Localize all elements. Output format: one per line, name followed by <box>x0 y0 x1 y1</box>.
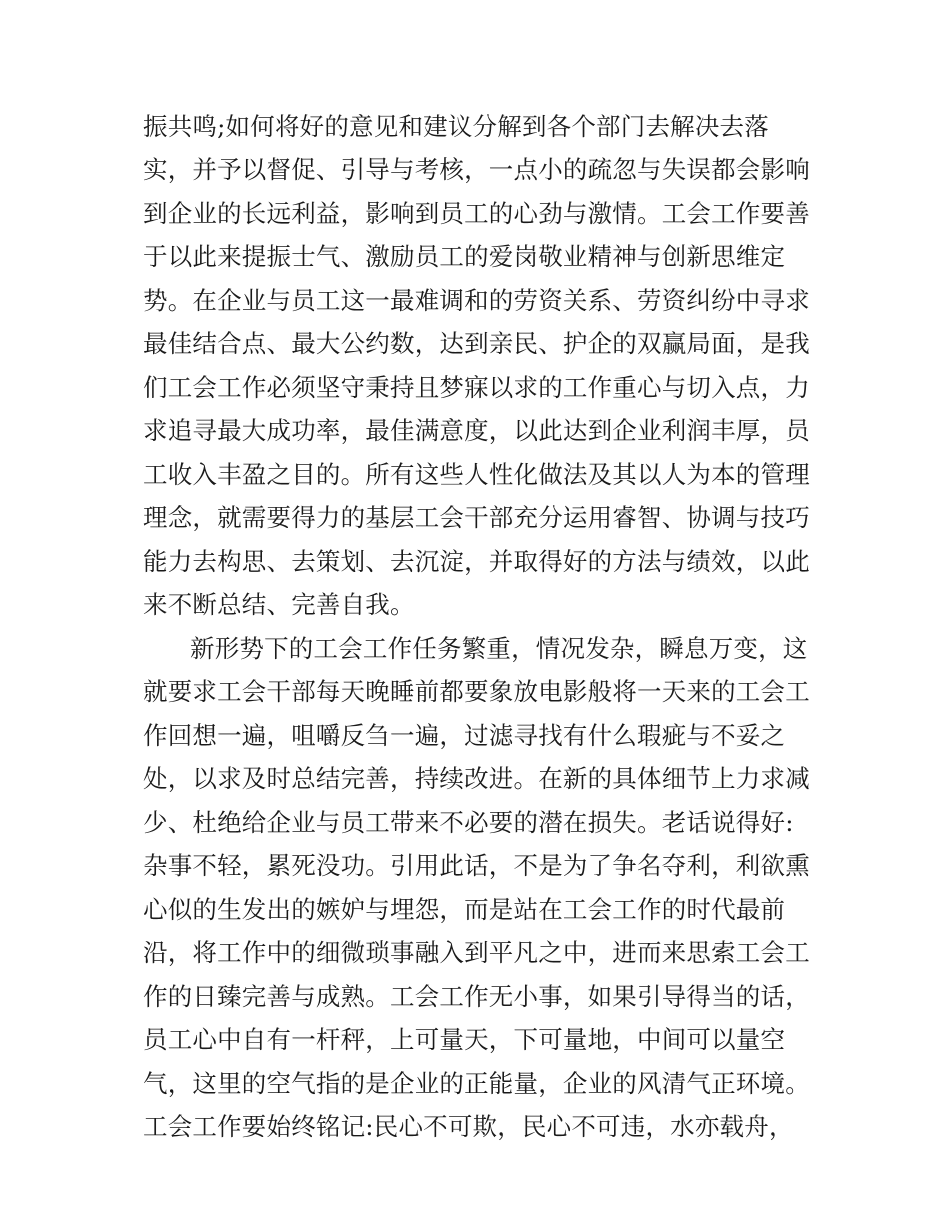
text-line: 杂事不轻，累死没功。引用此话，不是为了争名夺利，利欲熏 <box>143 851 810 880</box>
text-line: 新形势下的工会工作任务繁重，情况发杂，瞬息万变，这 <box>190 634 808 663</box>
text-line: 势。在企业与员工这一最难调和的劳资关系、劳资纠纷中寻求 <box>143 286 810 315</box>
text-line: 来不断总结、完善自我。 <box>143 590 415 619</box>
text-line: 振共鸣;如何将好的意见和建议分解到各个部门去解决去落 <box>143 112 769 141</box>
text-line: 工会工作要始终铭记:民心不可欺，民心不可违，水亦载舟， <box>143 1112 794 1141</box>
text-line: 就要求工会干部每天晚睡前都要象放电影般将一天来的工会工 <box>143 677 810 706</box>
text-line: 最佳结合点、最大公约数，达到亲民、护企的双赢局面，是我 <box>143 329 810 358</box>
text-line: 于以此来提振士气、激励员工的爱岗敬业精神与创新思维定 <box>143 242 786 271</box>
text-line: 作回想一遍，咀嚼反刍一遍，过滤寻找有什么瑕疵与不妥之 <box>143 721 786 750</box>
text-line: 沿，将工作中的细微琐事融入到平凡之中，进而来思索工会工 <box>143 938 810 967</box>
text-line: 气，这里的空气指的是企业的正能量，企业的风清气正环境。 <box>143 1069 810 1098</box>
text-line: 作的日臻完善与成熟。工会工作无小事，如果引导得当的话， <box>143 982 810 1011</box>
text-line: 求追寻最大成功率，最佳满意度，以此达到企业利润丰厚，员 <box>143 416 810 445</box>
text-line: 能力去构思、去策划、去沉淀，并取得好的方法与绩效，以此 <box>143 547 810 576</box>
text-line: 处，以求及时总结完善，持续改进。在新的具体细节上力求减 <box>143 764 810 793</box>
text-line: 理念，就需要得力的基层工会干部充分运用睿智、协调与技巧 <box>143 503 810 532</box>
text-line: 实，并予以督促、引导与考核，一点小的疏忽与失误都会影响 <box>143 155 810 184</box>
text-line: 少、杜绝给企业与员工带来不必要的潜在损失。老话说得好: <box>143 808 794 837</box>
text-line: 心似的生发出的嫉妒与埋怨，而是站在工会工作的时代最前 <box>143 895 786 924</box>
text-line: 们工会工作必须坚守秉持且梦寐以求的工作重心与切入点，力 <box>143 373 810 402</box>
text-line: 员工心中自有一杆秤，上可量天，下可量地，中间可以量空 <box>143 1025 786 1054</box>
text-line: 工收入丰盈之目的。所有这些人性化做法及其以人为本的管理 <box>143 460 810 489</box>
text-line: 到企业的长远利益，影响到员工的心劲与激情。工会工作要善 <box>143 199 810 228</box>
